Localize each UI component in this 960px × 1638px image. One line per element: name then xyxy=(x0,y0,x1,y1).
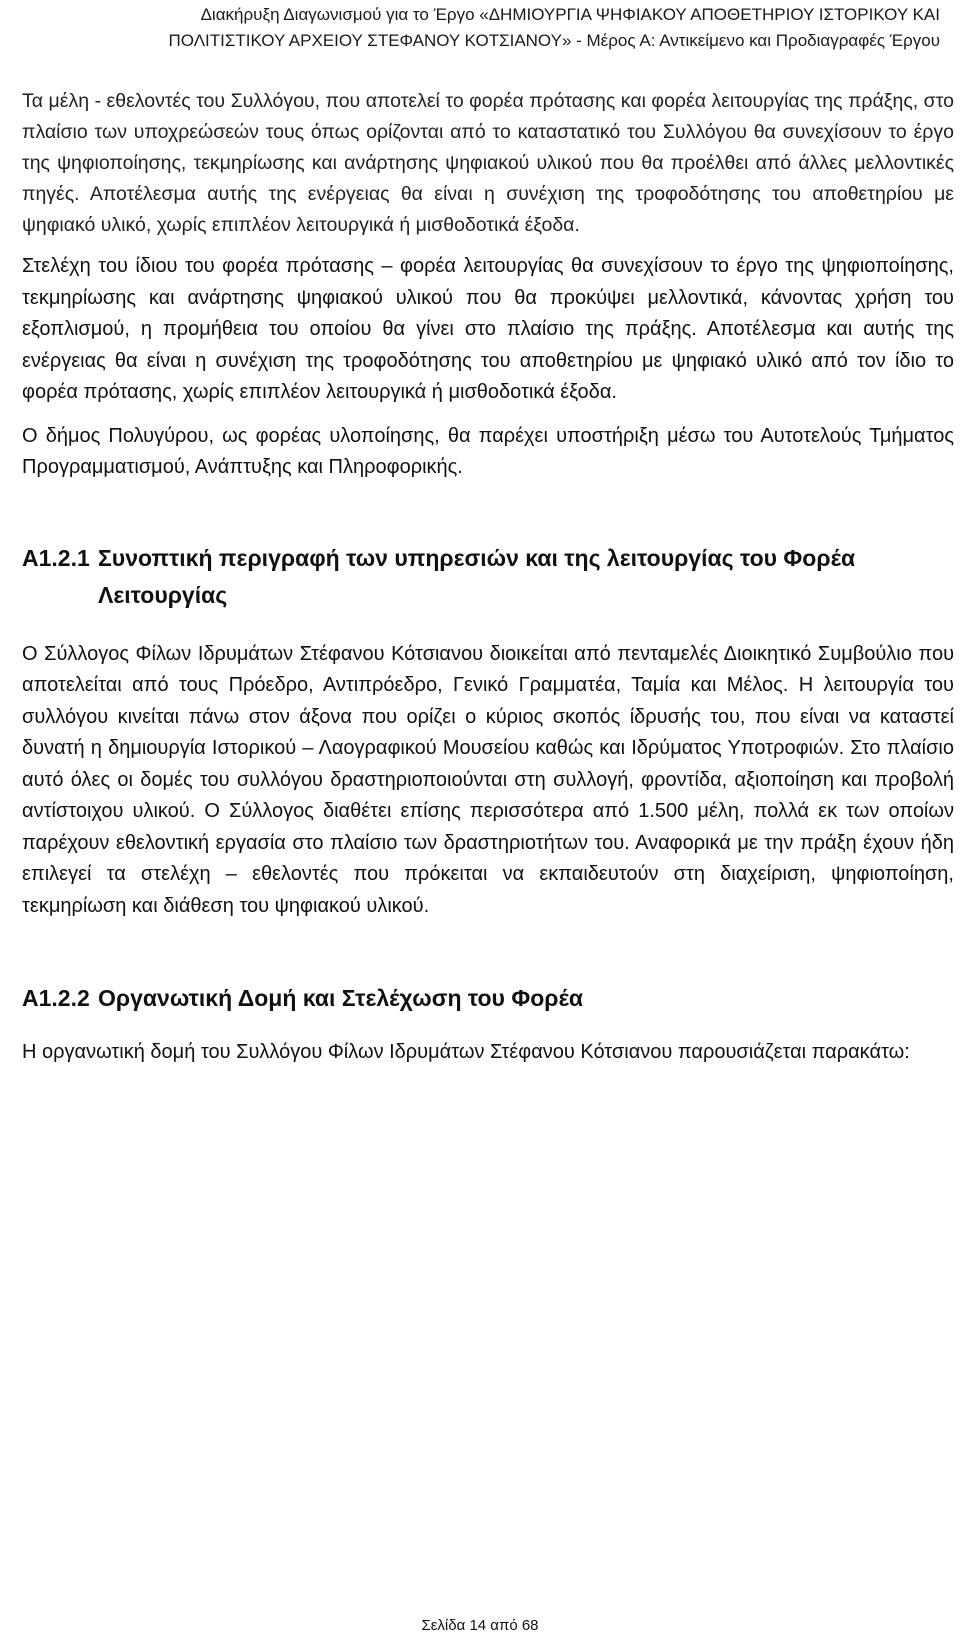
section-number-a122: Α1.2.2 xyxy=(22,985,90,1011)
section-title-a121: Συνοπτική περιγραφή των υπηρεσιών και της λειτουργίας του Φορέα Λειτουργίας xyxy=(98,544,856,608)
paragraph-municipality: Ο δήμος Πολυγύρου, ως φορέας υλοποίησης, θα παρέχει υποστήριξη μέσω του Αυτοτελούς Τμήματος Προγραμματισμού, Ανάπτυξης και Πληροφορικής. xyxy=(22,424,954,478)
paragraph-organizational-structure: Η οργανωτική δομή του Συλλόγου Φίλων Ιδρυμάτων Στέφανου Κότσιανου παρουσιάζεται παρακάτω: xyxy=(22,1041,910,1063)
paragraph-services-description: Ο Σύλλογος Φίλων Ιδρυμάτων Στέφανου Κότσιανου διοικείται από πενταμελές Διοικητικό Συμβούλιο που αποτελείται από τους Πρόεδρο, Αντιπρόεδρο, Γενικό Γραμματέα, Ταμία και Μέλος. Η λειτουργία του συλλόγου κινείται πάνω στον άξονα που ορίζει ο κύριος σκοπός ίδρυσής του, που είναι να καταστεί δυνατή η δημιουργία Ιστορικού – Λαογραφικού Μουσείου καθώς και Ιδρύματος Υποτροφιών. Στο πλαίσιο αυτό όλες οι δομές του συλλόγου δραστηριοποιούνται στη συλλογή, φροντίδα, αξιοποίηση και προβολή αντίστοιχου υλικού. Ο Σύλλογος διαθέτει επίσης περισσότερα από 1.500 μέλη, πολλά εκ των οποίων παρέχουν εθελοντική εργασία στο πλαίσιο των δραστηριοτήτων του. Αναφορικά με την πράξη έχουν ήδη επιλεγεί τα στελέχη – εθελοντές που πρόκειται να εκπαιδευτούν στη διαχείριση, ψηφιοποίηση, τεκμηρίωση και διάθεση του ψηφιακού υλικού. xyxy=(22,642,954,917)
document-body xyxy=(22,86,954,1069)
page-number: Σελίδα 14 από 68 xyxy=(421,1617,539,1634)
paragraph-staff: Στελέχη του ίδιου του φορέα πρότασης – φορέα λειτουργίας θα συνεχίσουν το έργο της ψηφιοποίησης, τεκμηρίωσης και ανάρτησης ψηφιακού υλικού που θα προκύψει μελλοντικά, κάνοντας χρήση του εξοπλισμού, η προμήθεια του οποίου θα γίνει στο πλαίσιο της πράξης. Αποτέλεσμα και αυτής της ενέργειας θα είναι η συνέχιση της τροφοδότησης του αποθετηρίου με ψηφιακό υλικό από τον ίδιο το φορέα πρότασης, χωρίς επιπλέον λειτουργικά ή μισθοδοτικά έξοδα. xyxy=(22,255,954,403)
page-header xyxy=(20,2,940,54)
section-number-a121: Α1.2.1 xyxy=(22,544,90,571)
section-heading-a121 xyxy=(22,540,954,614)
paragraph-volunteers: Τα μέλη - εθελοντές του Συλλόγου, που αποτελεί το φορέα πρότασης και φορέα λειτουργίας της πράξης, στο πλαίσιο των υποχρεώσεών τους όπως ορίζονται από το καταστατικό του Συλλόγου θα συνεχίσουν το έργο της ψηφιοποίησης, τεκμηρίωσης και ανάρτησης ψηφιακού υλικού που θα προέλθει από άλλες μελλοντικές πηγές. Αποτέλεσμα αυτής της ενέργειας θα είναι η συνέχιση της τροφοδότησης του αποθετηρίου με ψηφιακό υλικό, χωρίς επιπλέον λειτουργικά ή μισθοδοτικά έξοδα. xyxy=(22,90,954,236)
header-line-2: ΠΟΛΙΤΙΣΤΙΚΟΥ ΑΡΧΕΙΟΥ ΣΤΕΦΑΝΟΥ ΚΟΤΣΙΑΝΟΥ» - Μέρος Α: Αντικείμενο και Προδιαγραφές Έργου xyxy=(168,31,940,50)
section-title-a122: Οργανωτική Δομή και Στελέχωση του Φορέα xyxy=(98,985,584,1011)
section-heading-a122 xyxy=(22,980,954,1017)
header-line-1: Διακήρυξη Διαγωνισμού για το Έργο «ΔΗΜΙΟΥΡΓΙΑ ΨΗΦΙΑΚΟΥ ΑΠΟΘΕΤΗΡΙΟΥ ΙΣΤΟΡΙΚΟΥ ΚΑΙ xyxy=(200,5,940,24)
